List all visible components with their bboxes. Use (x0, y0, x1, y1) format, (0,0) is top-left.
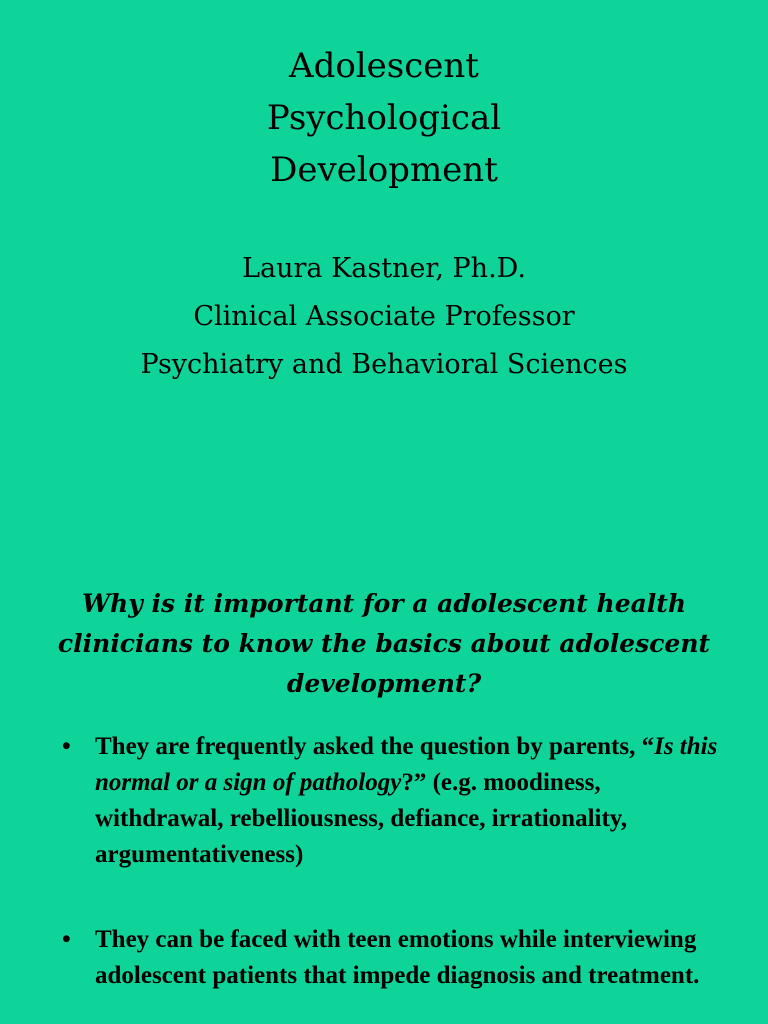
bullet-icon: • (62, 926, 71, 953)
content-slide (0, 574, 768, 1024)
bullet-text-emphasis: Is this normal or a sign of pathology (95, 733, 718, 796)
slide-title (0, 40, 768, 196)
author-title: Clinical Associate Professor (193, 301, 575, 332)
bullet-icon: • (62, 733, 71, 760)
list-item (62, 922, 722, 994)
title-line: Psychological (266, 98, 502, 138)
author-department: Psychiatry and Behavioral Sciences (140, 349, 628, 380)
author-block (0, 245, 768, 389)
slide-question-heading: Why is it important for a adolescent health clinicians to know the basics about adolescent development? (57, 589, 711, 698)
author-name: Laura Kastner, Ph.D. (242, 253, 526, 284)
bullet-text-before: They are frequently asked the question by parents, “ (95, 733, 655, 760)
title-line: Development (270, 150, 498, 190)
bullet-text (95, 729, 722, 873)
title-line: Adolescent (289, 46, 479, 86)
list-item (62, 729, 722, 873)
bullet-text-after: ?” (e.g. moodiness, withdrawal, rebelliousness, defiance, irrationality, argumentativeness) (95, 769, 628, 868)
bullet-text: They can be faced with teen emotions while interviewing adolescent patients that impede diagnosis and treatment. (95, 926, 700, 989)
